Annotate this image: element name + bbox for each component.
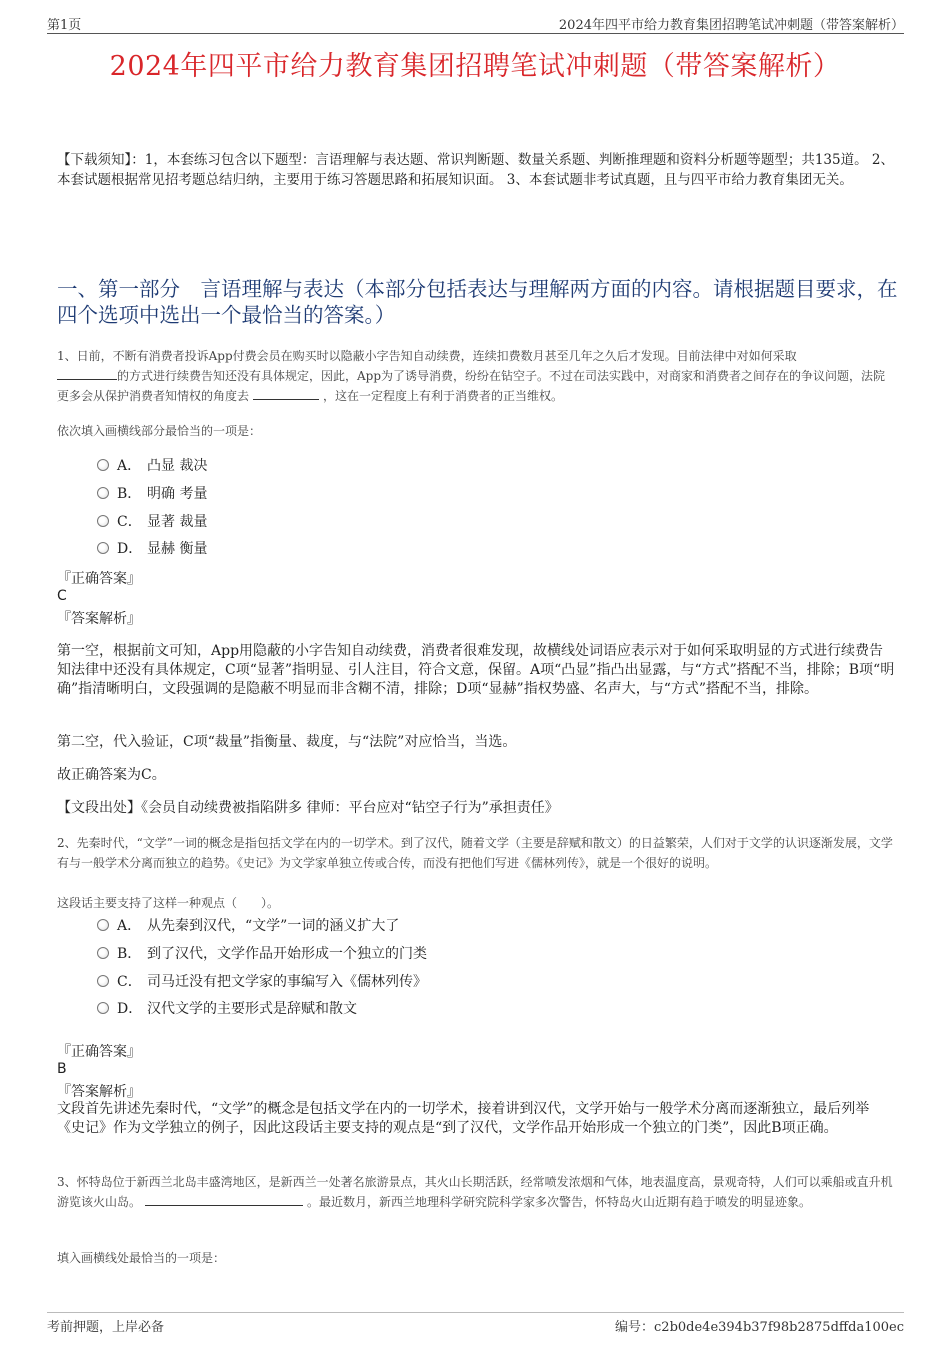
option-letter: A． <box>117 458 142 474</box>
option-text: 司马迁没有把文学家的事编写入《儒林列传》 <box>147 974 427 990</box>
option-text: 汉代文学的主要形式是辞赋和散文 <box>147 1001 357 1017</box>
question-1-option-a[interactable] <box>97 456 207 476</box>
radio-icon[interactable] <box>97 459 109 471</box>
option-letter: C． <box>117 514 142 530</box>
radio-icon[interactable] <box>97 1002 109 1014</box>
header-doc-title: 2024年四平市给力教育集团招聘笔试冲刺题（带答案解析） <box>558 18 904 33</box>
radio-icon[interactable] <box>97 975 109 987</box>
question-1-stem-part-b: 的方式进行续费告知还没有具体规定，因此，App为了诱导消费，纷纷在钻空子。不过在司法实践中，对商家和消费者之间存在的争议问题，法院更多会从保护消费者知情权的角度去 <box>57 369 886 403</box>
option-letter: D． <box>117 541 143 557</box>
option-text: 显著 裁量 <box>147 514 208 530</box>
question-1-prompt: 依次填入画横线部分最恰当的一项是： <box>57 424 262 438</box>
question-3-stem-part-b: 。最近数月，新西兰地理科学研究院科学家多次警告，怀特岛火山近期有趋于喷发的明显迹象。 <box>307 1195 812 1209</box>
radio-icon[interactable] <box>97 542 109 554</box>
radio-icon[interactable] <box>97 947 109 959</box>
option-text: 明确 考量 <box>147 486 208 502</box>
section-heading: 一、第一部分 言语理解与表达（本部分包括表达与理解两方面的内容。请根据题目要求，在四个选项中选出一个最恰当的答案。） <box>57 277 898 327</box>
option-letter: D． <box>117 1001 143 1017</box>
question-3-stem <box>57 1172 897 1212</box>
question-1-option-d[interactable] <box>97 539 207 559</box>
answer-blank <box>145 1193 303 1206</box>
question-1-answer: C <box>57 588 67 604</box>
question-2-stem: 2、先秦时代，“文学”一词的概念是指包括文学在内的一切学术。到了汉代，随着文学（主要是辞赋和散文）的日益繁荣，人们对于文学的认识逐渐发展，文学有与一般学术分离而独立的趋势。《史记》为文学家单独立传或合传，而没有把他们写进《儒林列传》，就是一个很好的说明。 <box>57 836 893 870</box>
question-3-prompt: 填入画横线处最恰当的一项是： <box>57 1251 226 1265</box>
option-text: 从先秦到汉代，“文学”一词的涵义扩大了 <box>147 918 400 934</box>
question-2-answer: B <box>57 1061 67 1077</box>
question-1-stem-part-a: 1、日前，不断有消费者投诉App付费会员在购买时以隐蔽小字告知自动续费，连续扣费数月甚至几年之久后才发现。目前法律中对如何采取 <box>57 349 797 363</box>
question-1-option-b[interactable] <box>97 484 207 504</box>
radio-icon[interactable] <box>97 487 109 499</box>
question-1-analysis-paragraph-3: 故正确答案为C。 <box>57 767 166 783</box>
footer-doc-id: 编号：c2b0de4e394b37f98b2875dffda100ec <box>615 1320 904 1335</box>
header-divider <box>47 33 904 34</box>
question-2-option-d[interactable] <box>97 999 357 1019</box>
option-text: 到了汉代，文学作品开始形成一个独立的门类 <box>147 946 427 962</box>
option-letter: B． <box>117 946 142 962</box>
question-2-option-c[interactable] <box>97 972 427 992</box>
option-letter: C． <box>117 974 142 990</box>
option-text: 凸显 裁决 <box>147 458 208 474</box>
footer-slogan: 考前押题，上岸必备 <box>47 1320 165 1335</box>
question-1-analysis-label: 『答案解析』 <box>57 611 141 627</box>
question-2-analysis: 文段首先讲述先秦时代，“文学”的概念是包括文学在内的一切学术，接着讲到汉代，文学开始与一般学术分离而逐渐独立，最后列举《史记》作为文学独立的例子，因此这段话主要支持的观点是“到了汉代，文学作品开始形成一个独立的门类”，因此B项正确。 <box>57 1101 870 1136</box>
question-2-prompt: 这段话主要支持了这样一种观点（ ）。 <box>57 896 280 910</box>
page-number: 第1页 <box>47 18 82 33</box>
question-2-option-a[interactable] <box>97 916 399 936</box>
option-text: 显赫 衡量 <box>147 541 208 557</box>
question-1-stem <box>57 346 897 406</box>
footer-divider <box>47 1312 904 1313</box>
question-2-analysis-label: 『答案解析』 <box>57 1084 141 1100</box>
question-1-analysis-paragraph-2: 第二空，代入验证，C项“裁量”指衡量、裁度，与“法院”对应恰当，当选。 <box>57 734 517 750</box>
question-2-option-b[interactable] <box>97 944 427 964</box>
answer-blank <box>253 387 319 400</box>
question-2-answer-label: 『正确答案』 <box>57 1044 141 1060</box>
question-1-answer-label: 『正确答案』 <box>57 571 141 587</box>
option-letter: B． <box>117 486 142 502</box>
question-1-source: 【文段出处】《会员自动续费被指陷阱多 律师：平台应对“钻空子行为”承担责任》 <box>57 800 559 816</box>
option-letter: A． <box>117 918 142 934</box>
radio-icon[interactable] <box>97 919 109 931</box>
question-1-option-c[interactable] <box>97 512 207 532</box>
page-title: 2024年四平市给力教育集团招聘笔试冲刺题（带答案解析） <box>109 51 841 82</box>
answer-blank <box>57 367 117 380</box>
question-1-stem-part-c: ，这在一定程度上有利于消费者的正当维权。 <box>323 389 564 403</box>
question-1-analysis-paragraph-1: 第一空，根据前文可知，App用隐蔽的小字告知自动续费，消费者很难发现，故横线处词语应表示对于如何采取明显的方式进行续费告知法律中还没有具体规定，C项“显著”指明显、引人注目，符合文意，保留。A项“凸显”指凸出显露，与“方式”搭配不当，排除；B项“明确”指清晰明白，文段强调的是隐蔽不明显而非含糊不清，排除；D项“显赫”指权势盛、名声大，与“方式”搭配不当，排除。 <box>57 643 895 697</box>
download-notice: 【下载须知】：1，本套练习包含以下题型：言语理解与表达题、常识判断题、数量关系题、判断推理题和资料分析题等题型；共135道。 2、本套试题根据常见招考题总结归纳，主要用于练习答题思路和拓展知识面。 3、本套试题非考试真题，且与四平市给力教育集团无关。 <box>57 152 894 188</box>
radio-icon[interactable] <box>97 515 109 527</box>
question-3-stem-part-a: 3、怀特岛位于新西兰北岛丰盛湾地区，是新西兰一处著名旅游景点，其火山长期活跃，经常喷发浓烟和气体，地表温度高，景观奇特，人们可以乘船或直升机游览该火山岛。 <box>57 1175 893 1209</box>
